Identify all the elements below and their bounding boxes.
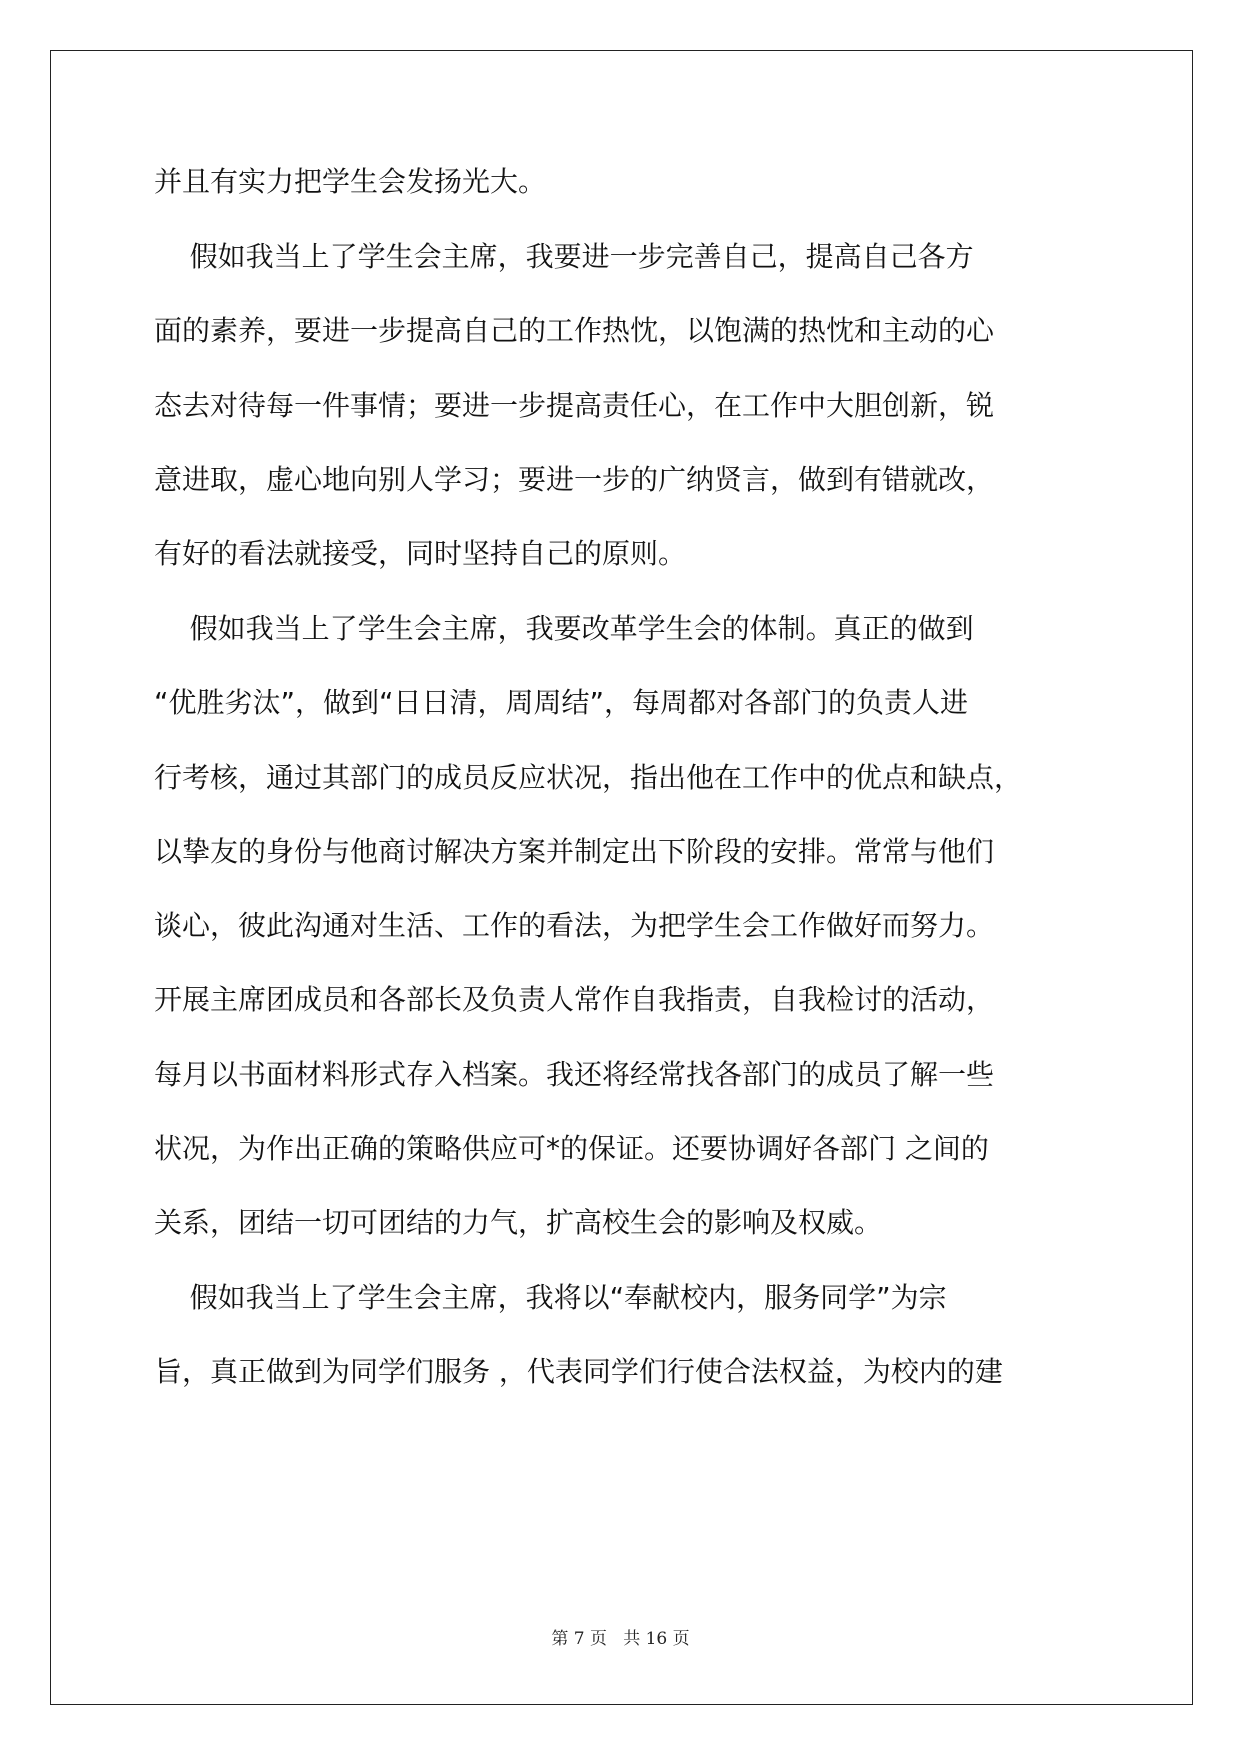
text-line: 有好的看法就接受，同时坚持自己的原则。 [154, 537, 687, 570]
text-line: 旨，真正做到为同学们服务 ，代表同学们行使合法权益，为校内的建 [154, 1355, 1003, 1388]
text-line: 谈心，彼此沟通对生活、工作的看法，为把学生会工作做好而努力。 [154, 909, 995, 942]
text-line: 态去对待每一件事情；要进一步提高责任心，在工作中大胆创新，锐 [154, 389, 995, 422]
text-line: 开展主席团成员和各部长及负责人常作自我指责，自我检讨的活动， [154, 983, 995, 1016]
text-line: 意进取，虚心地向别人学习；要进一步的广纳贤言，做到有错就改， [154, 463, 995, 496]
text-line: “优胜劣汰”，做到“日日清，周周结”，每周都对各部门的负责人进 [154, 686, 969, 719]
text-line: 状况，为作出正确的策略供应可*的保证。还要协调好各部门 之间的 [154, 1132, 989, 1165]
text-line: 假如我当上了学生会主席，我要改革学生会的体制。真正的做到 [154, 612, 974, 645]
text-line: 行考核，通过其部门的成员反应状况，指出他在工作中的优点和缺点， [154, 761, 1023, 794]
page-number-footer: 第 7 页 共 16 页 [551, 1629, 690, 1649]
page-border [50, 50, 1193, 1705]
text-line: 假如我当上了学生会主席，我将以“奉献校内，服务同学”为宗 [154, 1281, 947, 1314]
text-line: 并且有实力把学生会发扬光大。 [154, 165, 547, 198]
text-line: 关系，团结一切可团结的力气，扩高校生会的影响及权威。 [154, 1206, 883, 1239]
text-line: 面的素养，要进一步提高自己的工作热忱，以饱满的热忱和主动的心 [154, 314, 995, 347]
text-line: 以挚友的身份与他商讨解决方案并制定出下阶段的安排。常常与他们 [154, 835, 995, 868]
text-line: 每月以书面材料形式存入档案。我还将经常找各部门的成员了解一些 [154, 1058, 995, 1091]
text-line: 假如我当上了学生会主席，我要进一步完善自己，提高自己各方 [154, 240, 974, 273]
